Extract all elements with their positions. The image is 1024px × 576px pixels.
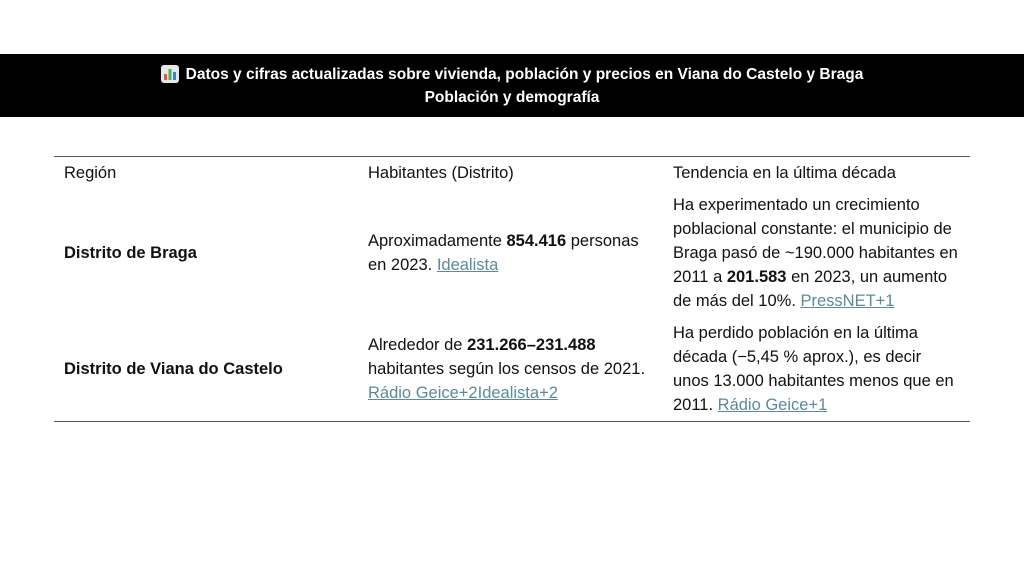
header-banner: [0, 54, 1024, 117]
trend-text: en 2023, un aumento de más del 10%.: [673, 268, 948, 310]
inhabitants-cell: [358, 317, 663, 422]
trend-value: 201.583: [726, 268, 787, 286]
trend-text: Ha experimentado un crecimiento poblacional constante: el municipio de Braga pasó de ~190.000 habitantes en 2011 a: [673, 196, 958, 286]
trend-text: Ha perdido población en la última década (−5,45 % aprox.), es decir unos 13.000 habitantes menos que en 2011.: [673, 324, 954, 414]
inhabitants-text: Alrededor de: [368, 336, 468, 354]
inhabitants-text: Aproximadamente: [368, 232, 507, 250]
column-header-trend: Tendencia en la última década: [673, 164, 896, 182]
bar-chart-emoji-icon: [161, 65, 179, 83]
inhabitants-text: habitantes según los censos de 2021.: [368, 360, 646, 378]
inhabitants-text: personas en 2023.: [368, 232, 639, 274]
header-subtitle: Población y demografía: [424, 88, 600, 106]
source-link-pressnet[interactable]: PressNET+1: [800, 292, 895, 310]
source-link-idealista[interactable]: Idealista: [436, 256, 499, 274]
table-header-row: [54, 157, 970, 190]
table-row: [54, 317, 970, 422]
trend-cell: [663, 317, 970, 422]
trend-cell: [663, 189, 970, 317]
source-link-radio-geice[interactable]: Rádio Geice+1: [717, 396, 828, 414]
population-table: [54, 156, 970, 422]
column-header-region: Región: [64, 164, 117, 182]
inhabitants-value: 854.416: [506, 232, 567, 250]
inhabitants-value: 231.266–231.488: [467, 336, 596, 354]
header-title: Datos y cifras actualizadas sobre vivienda, población y precios en Viana do Castelo y Braga: [185, 65, 864, 83]
column-header-inhabitants: Habitantes (Distrito): [368, 164, 514, 182]
region-cell: Distrito de Viana do Castelo: [64, 360, 283, 378]
table-row: [54, 189, 970, 317]
source-link-radio-geice-idealista[interactable]: Rádio Geice+2Idealista+2: [368, 384, 558, 402]
region-cell: Distrito de Braga: [64, 244, 197, 262]
header-title-row: [161, 63, 864, 86]
inhabitants-cell: [358, 189, 663, 317]
